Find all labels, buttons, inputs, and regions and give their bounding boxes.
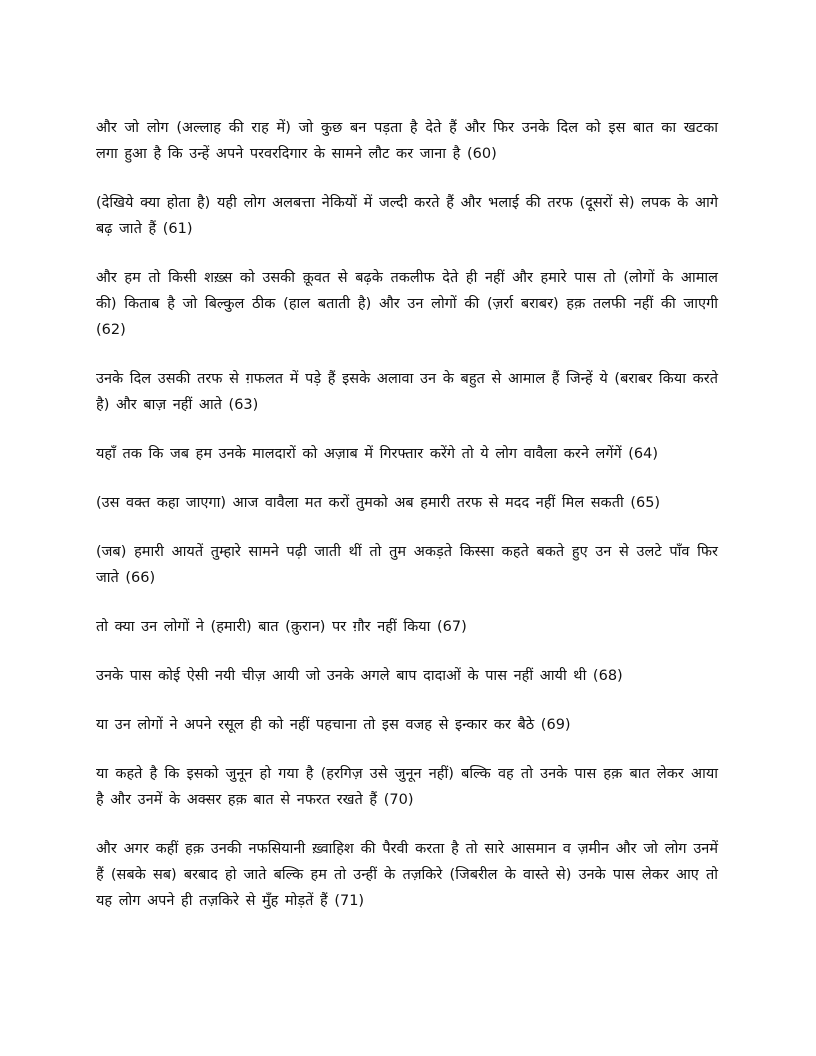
verse-65: (उस वक्त कहा जाएगा) आज वावैला मत करों तुमको अब हमारी तरफ से मदद नहीं मिल सकती (65)	[96, 495, 661, 511]
verse-62: और हम तो किसी शख़्स को उसकी क़ूवत से बढ़के तकलीफ देते ही नहीं और हमारे पास तो (लोगों के आमाल की) किताब है जो बिल्कुल ठीक (हाल बताती है) और उन लोगों की (ज़र्रा बराबर) हक़ तलफी नहीं की जाएगी (62)	[96, 270, 718, 338]
verse-71: और अगर कहीं हक़ उनकी नफसियानी ख़्वाहिश की पैरवी करता है तो सारे आसमान व ज़मीन और जो लोग उनमें हैं (सबके सब) बरबाद हो जाते बल्कि हम तो उन्हीं के तज़किरे (जिबरील के वास्ते से) उनके पास लेकर आए तो यह लोग अपने ही तज़किरे से मुँह मोड़तें हैं (71)	[96, 841, 718, 909]
verse-67: तो क्या उन लोगों ने (हमारी) बात (क़ुरान) पर ग़ौर नहीं किया (67)	[96, 619, 467, 635]
verse-69: या उन लोगों ने अपने रसूल ही को नहीं पहचाना तो इस वजह से इन्कार कर बैठे (69)	[96, 717, 571, 733]
verse-63: उनके दिल उसकी तरफ से ग़फलत में पड़े हैं इसके अलावा उन के बहुत से आमाल हैं जिन्हें ये (बराबर किया करते है) और बाज़ नहीं आते (63)	[96, 371, 718, 413]
verse-64: यहाँ तक कि जब हम उनके मालदारों को अज़ाब में गिरफ्तार करेंगे तो ये लोग वावैला करने लगेंगें (64)	[96, 446, 659, 462]
verse-70: या कहते है कि इसको जुनून हो गया है (हरगिज़ उसे जुनून नहीं) बल्कि वह तो उनके पास हक़ बात लेकर आया है और उनमें के अक्सर हक़ बात से नफरत रखते हैं (70)	[96, 766, 718, 808]
verse-66: (जब) हमारी आयतें तुम्हारे सामने पढ़ी जाती थीं तो तुम अकड़ते किस्सा कहते बकते हुए उन से उलटे पाँव फिर जाते (66)	[96, 544, 718, 586]
verse-68: उनके पास कोई ऐसी नयी चीज़ आयी जो उनके अगले बाप दादाओं के पास नहीं आयी थी (68)	[96, 668, 623, 684]
verse-60: और जो लोग (अल्लाह की राह में) जो कुछ बन पड़ता है देते हैं और फिर उनके दिल को इस बात का खटका लगा हुआ है कि उन्हें अपने परवरदिगार के सामने लौट कर जाना है (60)	[96, 120, 718, 162]
verse-61: (देखिये क्या होता है) यही लोग अलबत्ता नेकियों में जल्दी करते हैं और भलाई की तरफ (दूसरों से) लपक के आगे बढ़ जाते हैं (61)	[96, 195, 718, 237]
verse-list	[96, 115, 718, 937]
